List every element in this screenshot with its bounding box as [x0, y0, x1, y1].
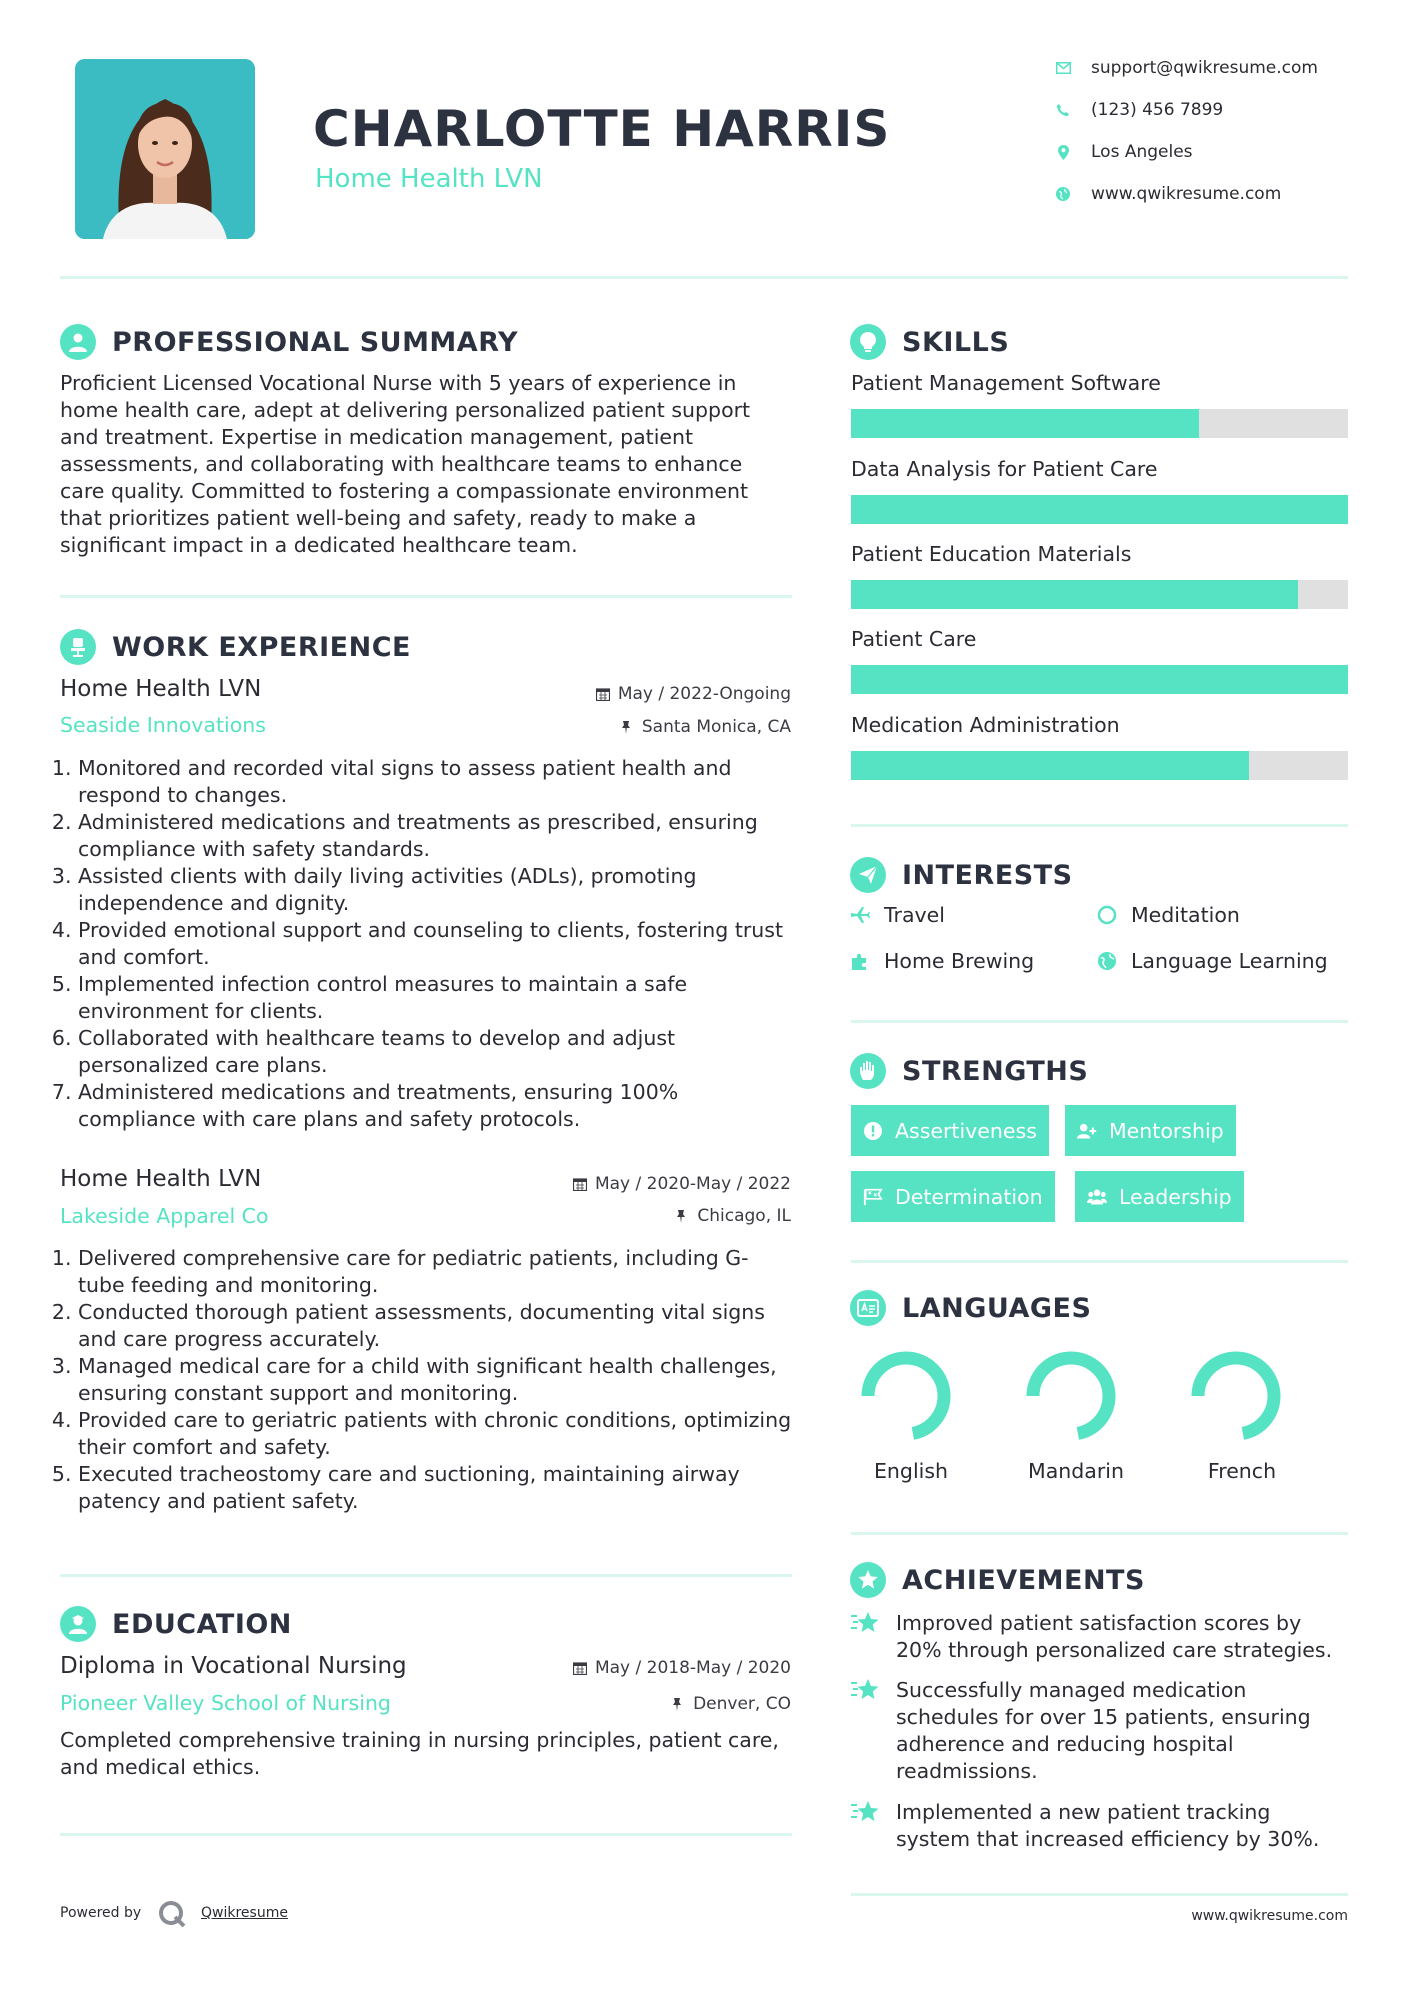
language-label: English — [873, 1459, 949, 1483]
powered-by-label: Powered by — [60, 1905, 142, 1921]
summary-heading-text: PROFESSIONAL SUMMARY — [112, 326, 519, 358]
skill-bar-fill — [851, 665, 1348, 694]
job-2-location: Chicago, IL — [675, 1206, 791, 1226]
education-text: Completed comprehensive training in nursing principles, patient care, and medical ethics. — [60, 1728, 779, 1779]
skill-bar — [851, 409, 1348, 438]
experience-heading — [60, 629, 411, 665]
skill-label: Patient Management Software — [851, 371, 1161, 395]
job-1-dates: May / 2022-Ongoing — [596, 684, 791, 704]
list-item: 2. Conducted thorough patient assessments, documenting vital signs and care progress accurately. — [78, 1299, 795, 1353]
contact-email[interactable] — [1055, 58, 1318, 78]
education-divider — [60, 1833, 792, 1836]
strengths-heading — [850, 1053, 1088, 1089]
education-dates: May / 2018-May / 2020 — [573, 1658, 791, 1678]
list-item: 4. Provided care to geriatric patients with chronic conditions, optimizing their comfort and safety. — [78, 1407, 795, 1461]
globe-icon — [1055, 186, 1071, 202]
calendar-icon — [596, 687, 610, 701]
star-icon — [850, 1610, 882, 1638]
map-pin-icon — [1055, 144, 1071, 160]
interests-divider — [851, 1020, 1348, 1023]
strengths-divider — [851, 1260, 1348, 1263]
header-divider — [60, 276, 1348, 279]
list-item: 3. Managed medical care for a child with significant health challenges, ensuring constant support and monitoring. — [78, 1353, 795, 1407]
language-ring-arc — [1033, 1358, 1109, 1434]
strength-chip: Assertiveness — [851, 1105, 1049, 1156]
skill-bar — [851, 665, 1348, 694]
job-1-company: Seaside Innovations — [60, 713, 266, 737]
education-heading-text: EDUCATION — [112, 1608, 292, 1640]
skills-heading-text: SKILLS — [902, 326, 1010, 358]
achievement-item: Implemented a new patient tracking system that increased efficiency by 30%. — [850, 1799, 1345, 1853]
list-item: 2. Administered medications and treatments as prescribed, ensuring compliance with safety standards. — [78, 809, 795, 863]
strength-chip: Mentorship — [1065, 1105, 1236, 1156]
language-label: Mandarin — [1028, 1459, 1124, 1483]
language-ring-arc — [868, 1358, 944, 1434]
location-text: Los Angeles — [1091, 142, 1193, 162]
language-ring-arc — [1198, 1358, 1274, 1434]
list-item: 4. Provided emotional support and counseling to clients, fostering trust and comfort. — [78, 917, 795, 971]
job-1-bullets — [60, 755, 795, 1133]
exclamation-icon — [863, 1121, 883, 1141]
star-icon — [850, 1677, 882, 1705]
education-degree: Diploma in Vocational Nursing — [60, 1653, 407, 1679]
job-2-title: Home Health LVN — [60, 1166, 262, 1192]
list-item: 1. Monitored and recorded vital signs to assess patient health and respond to changes. — [78, 755, 795, 809]
achievements-heading — [850, 1562, 1145, 1598]
list-item: 6. Collaborated with healthcare teams to develop and adjust personalized care plans. — [78, 1025, 795, 1079]
contact-website[interactable] — [1055, 184, 1281, 204]
user-icon — [60, 324, 96, 360]
lightbulb-icon — [850, 324, 886, 360]
phone-text: (123) 456 7899 — [1091, 100, 1224, 120]
achievement-item: Improved patient satisfaction scores by 20% through personalized care strategies. — [850, 1610, 1345, 1664]
star-badge-icon — [850, 1562, 886, 1598]
list-item: 5. Implemented infection control measures to maintain a safe environment for clients. — [78, 971, 795, 1025]
contact-phone[interactable] — [1055, 100, 1223, 120]
list-item: 3. Assisted clients with daily living activities (ADLs), promoting independence and dignity. — [78, 863, 795, 917]
puzzle-icon — [850, 951, 870, 971]
globe-icon — [1097, 951, 1117, 971]
strength-chip: Leadership — [1075, 1171, 1244, 1222]
interest-item: Meditation — [1097, 903, 1240, 927]
pin-icon — [620, 720, 634, 734]
calendar-icon — [573, 1661, 587, 1675]
users-icon — [1087, 1187, 1107, 1207]
languages-divider — [851, 1532, 1348, 1535]
interest-item: Travel — [850, 903, 945, 927]
list-item: 1. Delivered comprehensive care for pediatric patients, including G-tube feeding and monitoring. — [78, 1245, 795, 1299]
envelope-icon — [1055, 60, 1071, 76]
skill-bar-fill — [851, 495, 1348, 524]
profile-photo — [75, 59, 255, 239]
list-item: 5. Executed tracheostomy care and suctioning, maintaining airway patency and patient safety. — [78, 1461, 795, 1515]
strength-chip: Determination — [851, 1171, 1055, 1222]
user-plus-icon — [1077, 1121, 1097, 1141]
skill-label: Patient Care — [851, 627, 977, 651]
interests-heading — [850, 857, 1073, 893]
experience-heading-text: WORK EXPERIENCE — [112, 631, 411, 663]
skill-bar — [851, 580, 1348, 609]
languages-heading-text: LANGUAGES — [902, 1292, 1092, 1324]
job-1-location: Santa Monica, CA — [620, 717, 791, 737]
star-icon — [850, 1799, 882, 1827]
list-item: 7. Administered medications and treatments, ensuring 100% compliance with care plans and safety protocols. — [78, 1079, 795, 1133]
language-label: French — [1207, 1459, 1277, 1483]
qwikresume-link[interactable]: Qwikresume — [201, 1905, 288, 1921]
contact-location — [1055, 142, 1193, 162]
calendar-icon — [573, 1177, 587, 1191]
experience-divider — [60, 1574, 792, 1577]
pin-icon — [671, 1697, 685, 1711]
summary-text: Proficient Licensed Vocational Nurse with 5 years of experience in home health care, adept at delivering personalized patient support and treatment. Expertise in medication management, patient assessments, and collaborating with healthcare teams to enhance care quality. Committed to fostering a compassionate environment that prioritizes patient well-being and safety, ready to make a significant impact in a dedicated healthcare team. — [60, 371, 751, 557]
education-location: Denver, CO — [671, 1694, 791, 1714]
skills-divider — [851, 824, 1348, 827]
languages-heading — [850, 1290, 1091, 1326]
interests-heading-text: INTERESTS — [902, 859, 1073, 891]
phone-icon — [1055, 102, 1071, 118]
skill-bar — [851, 751, 1348, 780]
strengths-heading-text: STRENGTHS — [902, 1055, 1089, 1087]
summary-divider — [60, 595, 792, 598]
footer-website[interactable]: www.qwikresume.com — [1191, 1908, 1348, 1924]
job-1-title: Home Health LVN — [60, 676, 262, 702]
job-2-bullets — [60, 1245, 795, 1515]
skill-bar-fill — [851, 751, 1249, 780]
candidate-name: CHARLOTTE HARRIS — [313, 100, 891, 158]
skill-bar-fill — [851, 409, 1199, 438]
summary-heading — [60, 324, 518, 360]
skill-label: Data Analysis for Patient Care — [851, 457, 1158, 481]
interest-item: Home Brewing — [850, 949, 1034, 973]
job-2-company: Lakeside Apparel Co — [60, 1204, 269, 1228]
circle-icon — [1097, 905, 1117, 925]
website-text: www.qwikresume.com — [1091, 184, 1282, 204]
language-ring-mandarin — [1020, 1345, 1122, 1447]
achievement-item: Successfully managed medication schedules for over 15 patients, ensuring adherence and reducing hospital readmissions. — [850, 1677, 1345, 1785]
pin-icon — [675, 1209, 689, 1223]
education-heading — [60, 1606, 292, 1642]
education-school: Pioneer Valley School of Nursing — [60, 1691, 391, 1715]
graduate-icon — [60, 1606, 96, 1642]
achievements-divider — [851, 1893, 1348, 1896]
email-text: support@qwikresume.com — [1091, 58, 1318, 78]
id-card-icon — [850, 1290, 886, 1326]
achievements-heading-text: ACHIEVEMENTS — [902, 1564, 1145, 1596]
plane-icon — [850, 905, 870, 925]
skills-heading — [850, 324, 1009, 360]
job-2-dates: May / 2020-May / 2022 — [573, 1174, 791, 1194]
skill-label: Patient Education Materials — [851, 542, 1132, 566]
skill-bar-fill — [851, 580, 1298, 609]
hand-icon — [850, 1053, 886, 1089]
flag-icon — [863, 1187, 883, 1207]
language-ring-french — [1185, 1345, 1287, 1447]
paper-plane-icon — [850, 857, 886, 893]
candidate-title: Home Health LVN — [315, 164, 543, 194]
language-ring-english — [855, 1345, 957, 1447]
chair-icon — [60, 629, 96, 665]
skill-bar — [851, 495, 1348, 524]
qwikresume-logo-icon — [157, 1899, 187, 1933]
skill-label: Medication Administration — [851, 713, 1120, 737]
interest-item: Language Learning — [1097, 949, 1328, 973]
